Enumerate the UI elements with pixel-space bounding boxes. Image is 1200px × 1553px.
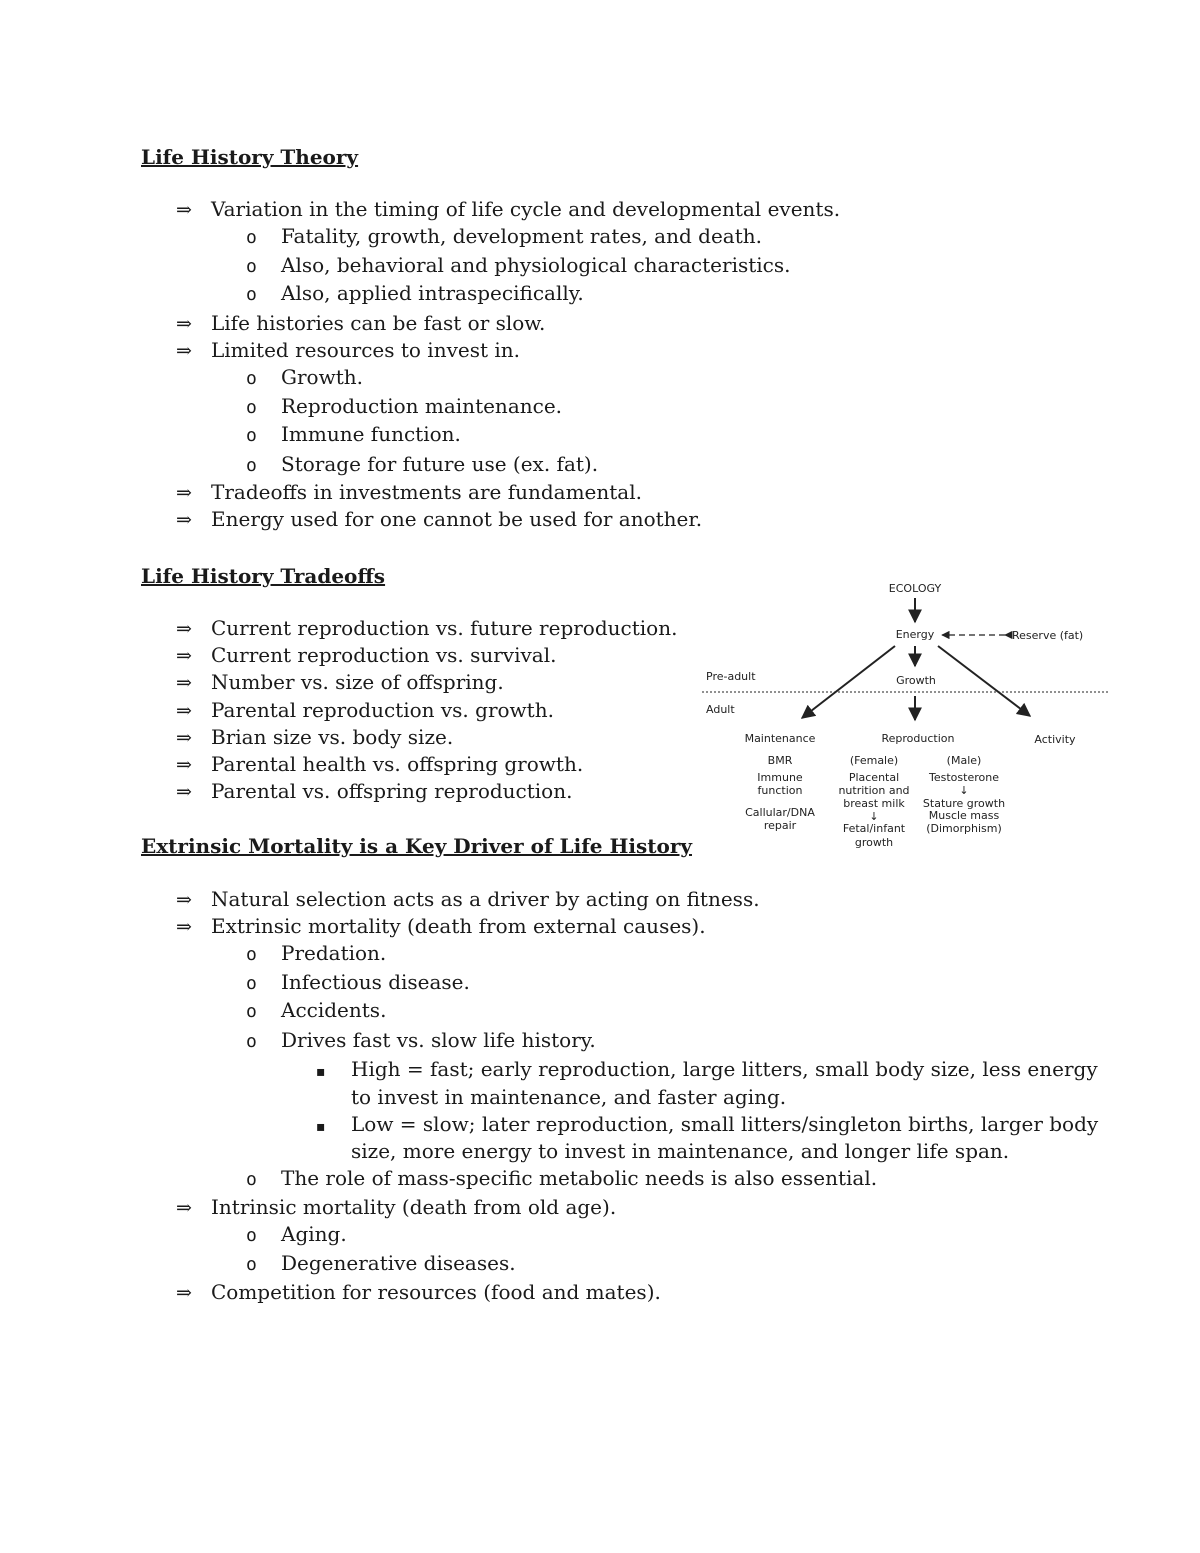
- list-item: [176, 615, 677, 642]
- list-item-text: The role of mass-specific metabolic needs is also essential.: [281, 1166, 878, 1190]
- list-item-text: Natural selection acts as a driver by acting on fitness.: [211, 887, 760, 911]
- list-item: [246, 969, 470, 996]
- energy-label: Energy: [895, 628, 935, 641]
- list-item-text: Degenerative diseases.: [281, 1251, 516, 1275]
- list-item: [246, 997, 386, 1024]
- arrow-bullet-icon: ⇒: [176, 482, 192, 504]
- circle-bullet-icon: o: [246, 227, 257, 248]
- list-item: [246, 1250, 516, 1277]
- cellular-label: Callular/DNA: [745, 806, 815, 819]
- circle-bullet-icon: o: [246, 1001, 257, 1022]
- list-item: [176, 669, 504, 696]
- list-item-text: Fatality, growth, development rates, and death.: [281, 224, 762, 248]
- list-item: [246, 421, 461, 448]
- list-item-text: Current reproduction vs. survival.: [211, 643, 557, 667]
- list-item-text: Number vs. size of offspring.: [211, 670, 504, 694]
- life-history-diagram: [700, 570, 1120, 870]
- list-item: [176, 724, 453, 751]
- arrow-bullet-icon: ⇒: [176, 889, 192, 911]
- immune-label: Immune: [757, 771, 803, 784]
- arrow-bullet-icon: ⇒: [176, 727, 192, 749]
- list-item-text: Variation in the timing of life cycle and developmental events.: [211, 197, 841, 221]
- placental-label-2: nutrition and: [838, 784, 910, 797]
- list-item: [316, 1056, 1098, 1083]
- list-item: [176, 886, 760, 913]
- arrow-bullet-icon: ⇒: [176, 700, 192, 722]
- list-item-text: Energy used for one cannot be used for another.: [211, 507, 703, 531]
- list-item-text: Predation.: [281, 941, 387, 965]
- list-item: [246, 252, 790, 279]
- arrow-bullet-icon: ⇒: [176, 618, 192, 640]
- dimorphism-label: (Dimorphism): [926, 822, 1002, 835]
- maintenance-label: Maintenance: [744, 732, 816, 745]
- list-item: [176, 310, 545, 337]
- square-bullet-icon: ▪: [316, 1119, 326, 1135]
- adult-label: Adult: [706, 703, 735, 716]
- arrow-bullet-icon: ⇒: [176, 916, 192, 938]
- arrow-bullet-icon: ⇒: [176, 645, 192, 667]
- cellular-label-2: repair: [763, 819, 797, 832]
- circle-bullet-icon: o: [246, 1225, 257, 1246]
- fetal-label: Fetal/infant: [842, 822, 906, 835]
- list-item-text: Parental health vs. offspring growth.: [211, 752, 584, 776]
- list-item: [176, 1279, 661, 1306]
- list-item: [176, 751, 583, 778]
- list-item-text: Parental reproduction vs. growth.: [211, 698, 554, 722]
- list-item-text: Also, behavioral and physiological characteristics.: [281, 253, 791, 277]
- list-item: [176, 1194, 616, 1221]
- maintenance-arrow: [802, 646, 895, 718]
- circle-bullet-icon: o: [246, 397, 257, 418]
- bmr-label: BMR: [767, 754, 793, 767]
- placental-label: Placental: [848, 771, 900, 784]
- circle-bullet-icon: o: [246, 256, 257, 277]
- growth-label: Growth: [896, 674, 936, 687]
- list-item: [176, 778, 572, 805]
- list-item: [246, 1027, 596, 1054]
- list-item: [176, 697, 554, 724]
- activity-label: Activity: [1034, 733, 1076, 746]
- list-item: [176, 642, 556, 669]
- list-item-text: Current reproduction vs. future reproduction.: [211, 616, 678, 640]
- down-arrow-icon: ↓: [959, 784, 969, 797]
- pre-adult-label: Pre-adult: [706, 670, 756, 683]
- list-item: [316, 1111, 1098, 1138]
- list-item: [246, 364, 363, 391]
- list-item-text: Storage for future use (ex. fat).: [281, 452, 599, 476]
- list-item: [246, 451, 598, 478]
- list-item: [246, 940, 386, 967]
- list-item-text: Parental vs. offspring reproduction.: [211, 779, 573, 803]
- list-item: [246, 1221, 347, 1248]
- circle-bullet-icon: o: [246, 425, 257, 446]
- list-item: [176, 506, 702, 533]
- list-item-text: Reproduction maintenance.: [281, 394, 563, 418]
- list-item-text: Brian size vs. body size.: [211, 725, 454, 749]
- circle-bullet-icon: o: [246, 455, 257, 476]
- list-item: [246, 1165, 877, 1192]
- square-bullet-icon: ▪: [316, 1064, 326, 1080]
- list-item-text: Limited resources to invest in.: [211, 338, 521, 362]
- list-item: [176, 913, 706, 940]
- stature-label: Stature growth: [922, 797, 1006, 810]
- list-item: [176, 479, 642, 506]
- list-item: [246, 393, 562, 420]
- muscle-label: Muscle mass: [928, 809, 1000, 822]
- circle-bullet-icon: o: [246, 368, 257, 389]
- circle-bullet-icon: o: [246, 944, 257, 965]
- list-item-text: Life histories can be fast or slow.: [211, 311, 546, 335]
- activity-arrow: [938, 646, 1030, 716]
- arrow-bullet-icon: ⇒: [176, 672, 192, 694]
- ecology-label: ECOLOGY: [888, 582, 942, 595]
- list-item-text: Aging.: [281, 1222, 347, 1246]
- list-item-text: High = fast; early reproduction, large litters, small body size, less energy: [351, 1057, 1098, 1081]
- circle-bullet-icon: o: [246, 973, 257, 994]
- list-item-text: Also, applied intraspecifically.: [281, 281, 584, 305]
- arrow-bullet-icon: ⇒: [176, 340, 192, 362]
- arrow-bullet-icon: ⇒: [176, 313, 192, 335]
- immune-label-2: function: [757, 784, 803, 797]
- list-item: [246, 280, 584, 307]
- heading-extrinsic-mortality: Extrinsic Mortality is a Key Driver of Life History: [141, 834, 692, 858]
- list-item-text: Intrinsic mortality (death from old age).: [211, 1195, 617, 1219]
- reserve-label: Reserve (fat): [1012, 629, 1084, 642]
- female-label: (Female): [849, 754, 899, 767]
- arrow-bullet-icon: ⇒: [176, 199, 192, 221]
- circle-bullet-icon: o: [246, 1031, 257, 1052]
- reproduction-label: Reproduction: [881, 732, 955, 745]
- list-item: [176, 196, 840, 223]
- arrow-bullet-icon: ⇒: [176, 1197, 192, 1219]
- circle-bullet-icon: o: [246, 1254, 257, 1275]
- list-item-text: Drives fast vs. slow life history.: [281, 1028, 596, 1052]
- list-item-text: Tradeoffs in investments are fundamental.: [211, 480, 642, 504]
- list-item-text: Low = slow; later reproduction, small litters/singleton births, larger body: [351, 1112, 1099, 1136]
- list-item-text: Growth.: [281, 365, 363, 389]
- circle-bullet-icon: o: [246, 1169, 257, 1190]
- list-item: [246, 223, 762, 250]
- fetal-label-2: growth: [854, 836, 894, 849]
- arrow-bullet-icon: ⇒: [176, 754, 192, 776]
- list-item-continuation: size, more energy to invest in maintenance, and longer life span.: [351, 1139, 1010, 1163]
- arrow-bullet-icon: ⇒: [176, 781, 192, 803]
- energy-allocation-diagram: [700, 570, 1120, 870]
- arrow-bullet-icon: ⇒: [176, 509, 192, 531]
- testosterone-label: Testosterone: [929, 771, 999, 784]
- arrow-bullet-icon: ⇒: [176, 1282, 192, 1304]
- list-item-text: Accidents.: [281, 998, 387, 1022]
- list-item-text: Extrinsic mortality (death from external causes).: [211, 914, 706, 938]
- placental-label-3: breast milk: [843, 797, 905, 810]
- list-item-continuation: to invest in maintenance, and faster aging.: [351, 1085, 787, 1109]
- circle-bullet-icon: o: [246, 284, 257, 305]
- down-arrow-icon: ↓: [869, 810, 879, 823]
- heading-life-history-tradeoffs: Life History Tradeoffs: [141, 564, 386, 588]
- list-item-text: Immune function.: [281, 422, 461, 446]
- heading-life-history-theory: Life History Theory: [141, 145, 359, 169]
- list-item-text: Competition for resources (food and mates).: [211, 1280, 661, 1304]
- list-item: [176, 337, 520, 364]
- list-item-text: Infectious disease.: [281, 970, 470, 994]
- male-label: (Male): [946, 754, 982, 767]
